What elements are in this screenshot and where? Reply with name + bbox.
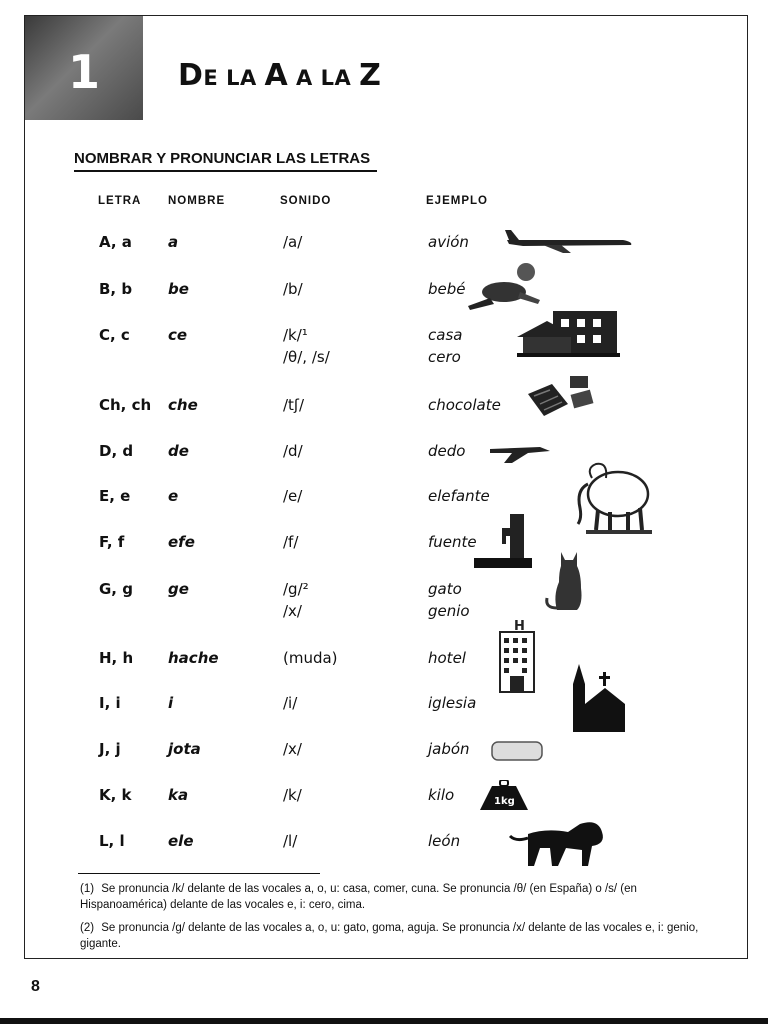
sonido-cell: /tʃ/ (283, 396, 305, 414)
weight-label: 1kg (494, 796, 515, 807)
airplane-icon (503, 226, 635, 256)
nombre-cell: e (168, 487, 179, 505)
letra-cell: L, l (99, 832, 125, 850)
hotel-icon (496, 618, 540, 696)
weight-icon (478, 780, 530, 812)
sonido-cell: /d/ (283, 442, 303, 460)
letra-cell: J, j (99, 740, 121, 758)
ejemplo-cell: chocolate (428, 396, 501, 414)
ejemplo-cell: hotel (428, 649, 466, 667)
chapter-number: 1 (67, 45, 100, 99)
cat-icon (543, 548, 591, 614)
letra-cell: A, a (99, 233, 132, 251)
sonido-cell: /f/ (283, 533, 299, 551)
sonido-cell: (muda) (283, 649, 338, 667)
letra-cell: E, e (99, 487, 131, 505)
church-icon (569, 662, 629, 734)
footnote-1 (80, 881, 700, 913)
footnote-number: (2) (80, 922, 95, 934)
column-header-sonido: SONIDO (280, 195, 332, 207)
ejemplo-cell: león (428, 832, 461, 850)
section-title: NOMBRAR Y PRONUNCIAR LAS LETRAS (74, 150, 377, 172)
nombre-cell: de (168, 442, 189, 460)
sonido-cell: /i/ (283, 694, 298, 712)
page-number: 8 (31, 978, 40, 995)
footnote-number: (1) (80, 883, 95, 895)
nombre-cell: be (168, 280, 189, 298)
ejemplo-line-1: casa (428, 326, 463, 344)
sonido-cell: /k/ (283, 786, 302, 804)
letra-cell: K, k (99, 786, 132, 804)
sonido-cell: /x/ (283, 740, 302, 758)
scan-edge (0, 1018, 768, 1024)
soap-icon (490, 738, 546, 764)
footnote-text: Se pronuncia /k/ delante de las vocales a, o, u: casa, comer, cuna. Se pronuncia /θ/ (en España) o /s/ (en Hispanoamérica) delante de las vocales e, i: cero, cima. (80, 883, 637, 911)
letra-cell: B, b (99, 280, 133, 298)
ejemplo-cell: kilo (428, 786, 455, 804)
letra-cell: F, f (99, 533, 125, 551)
letra-cell: I, i (99, 694, 121, 712)
sonido-line-1: /g/² (283, 580, 309, 598)
ejemplo-cell: avión (428, 233, 469, 251)
nombre-cell: ge (168, 580, 189, 598)
footnote-text: Se pronuncia /g/ delante de las vocales a, o, u: gato, goma, aguja. Se pronuncia /x/ delante de las vocales e, i: genio, gigante. (80, 922, 699, 950)
nombre-cell: hache (168, 649, 219, 667)
footnote-2 (80, 920, 700, 952)
column-header-letra: LETRA (98, 195, 142, 207)
ejemplo-cell: fuente (428, 533, 477, 551)
nombre-cell: che (168, 396, 198, 414)
footnote-rule (78, 873, 320, 874)
sonido-line-2: /x/ (283, 602, 302, 620)
nombre-cell: efe (168, 533, 195, 551)
sonido-cell: /a/ (283, 233, 303, 251)
letra-cell: G, g (99, 580, 133, 598)
sonido-line-2: /θ/, /s/ (283, 348, 330, 366)
nombre-cell: a (168, 233, 179, 251)
sonido-line-1: /k/¹ (283, 326, 308, 344)
chocolate-icon (524, 372, 596, 420)
column-header-ejemplo: EJEMPLO (426, 195, 488, 207)
ejemplo-cell: dedo (428, 442, 466, 460)
nombre-cell: i (168, 694, 174, 712)
chapter-title: DE LA A A LA Z (178, 58, 382, 93)
ejemplo-line-1: gato (428, 580, 462, 598)
sonido-cell: /e/ (283, 487, 303, 505)
column-header-nombre: NOMBRE (168, 195, 226, 207)
chapter-number-box (25, 16, 143, 120)
letra-cell: D, d (99, 442, 134, 460)
elephant-icon (572, 458, 652, 536)
ejemplo-cell (428, 326, 462, 366)
svg-text:H: H (514, 619, 525, 634)
nombre-cell: ka (168, 786, 189, 804)
ejemplo-line-2: cero (428, 348, 461, 366)
nombre-cell: ele (168, 832, 194, 850)
finger-icon (488, 443, 554, 467)
sonido-cell (283, 326, 330, 366)
sonido-cell: /l/ (283, 832, 298, 850)
house-icon (517, 303, 620, 357)
letra-cell: C, c (99, 326, 130, 344)
ejemplo-cell: bebé (428, 280, 466, 298)
ejemplo-cell: jabón (428, 740, 470, 758)
ejemplo-cell (428, 580, 470, 620)
letra-cell: Ch, ch (99, 396, 152, 414)
sonido-cell (283, 580, 309, 620)
ejemplo-cell: iglesia (428, 694, 477, 712)
ejemplo-line-2: genio (428, 602, 470, 620)
ejemplo-cell: elefante (428, 487, 490, 505)
letra-cell: H, h (99, 649, 134, 667)
sonido-cell: /b/ (283, 280, 303, 298)
nombre-cell: jota (168, 740, 201, 758)
fountain-icon (474, 514, 534, 570)
lion-icon (506, 814, 610, 868)
nombre-cell: ce (168, 326, 188, 344)
